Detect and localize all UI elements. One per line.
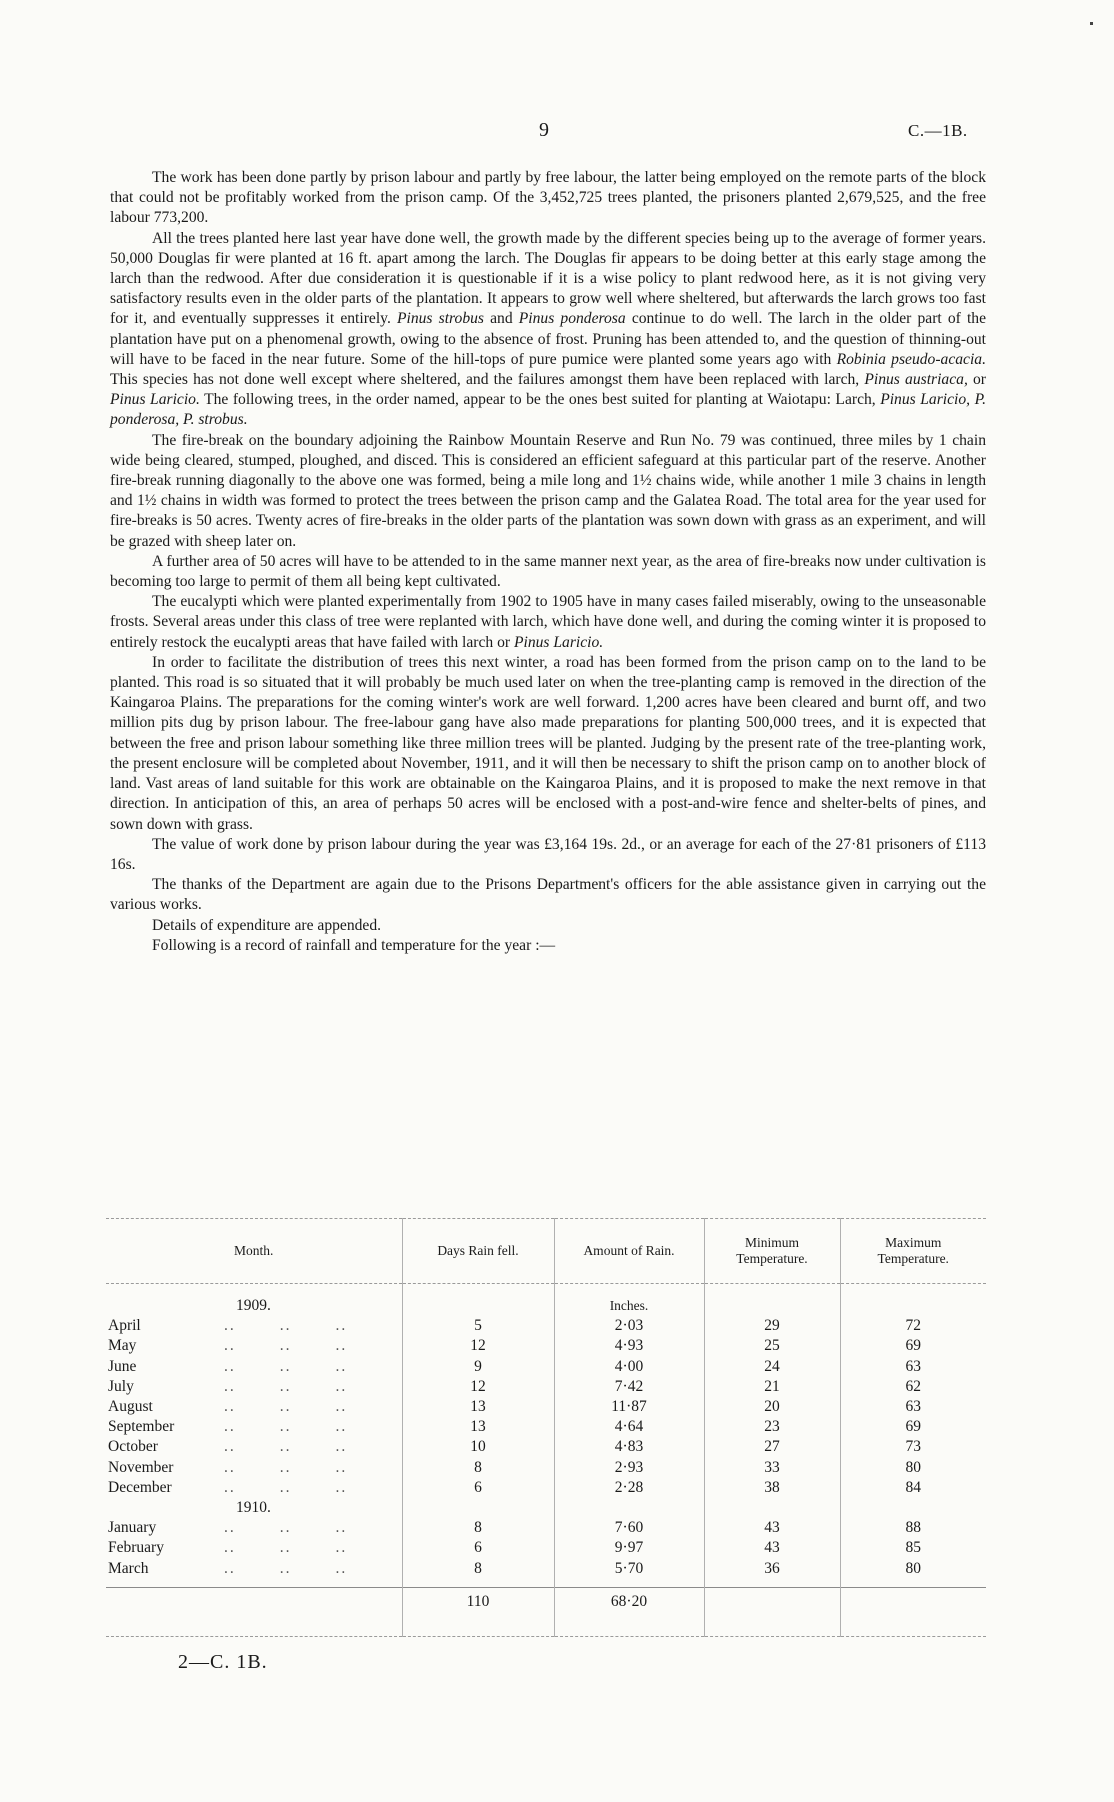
paragraph-growth: All the trees planted here last year have done well, the growth made by the different species being up to the average of former years. 50,000 Douglas fir were planted at 16 ft. apart among the larch. The Douglas fir appears to be doing better at this early stage among the larch than the redwood. After due consideration it is questionable if it is a wise policy to plant redwood here, as it is not giving very satisfactory results even in the older parts of the plantation. It appears to grow well where sheltered, but afterwards the larch grows too fast for it, and eventually suppresses it entirely. Pinus strobus and Pinus ponderosa continue to do well. The larch in the older part of the plantation have put on a phenomenal growth, owing to the absence of frost. Pruning has been attended to, and the question of thinning-out will have to be faced in the near future. Some of the hill-tops of pure pumice were planted some years ago with Robinia pseudo-acacia. This species has not done well except where sheltered, and the failures amongst them have been replaced with larch, Pinus austriaca, or Pinus Laricio. The following trees, in the order named, appear to be the ones best suited for planting at Waiotapu: Larch, Pinus Laricio, P. ponderosa, P. strobus. bbox=[110, 229, 987, 429]
table-row: June .. .. .. 9 4·00 24 63 bbox=[106, 1357, 986, 1377]
year-label: 1910. bbox=[236, 1499, 271, 1517]
paragraph-fire-break: The fire-break on the boundary adjoining the Rainbow Mountain Reserve and Run No. 79 was continued, three miles by 1 chain wide being cleared, stumped, ploughed, and disced. This is considered an efficient safeguard at this particular part of the reserve. Another fire-break running diagonally to the above one was formed, being a mile long and 1½ chains wide, while another 1 mile 3 chains in length and 1½ chains in width was formed to protect the trees between the prison camp and the Galatea Road. The total area for the year used for fire-breaks is 50 acres. Twenty acres of fire-breaks in the older parts of the plantation was sown down with grass as an experiment, and will be grazed with sheep later on. bbox=[110, 431, 986, 550]
report-body bbox=[110, 168, 986, 956]
table-row: May .. .. .. 12 4·93 25 69 bbox=[106, 1336, 986, 1356]
units-label: Inches. bbox=[554, 1296, 704, 1316]
table-row: October .. .. .. 10 4·83 27 73 bbox=[106, 1437, 986, 1457]
year-row-1909 bbox=[106, 1296, 986, 1316]
paragraph-eucalypti: The eucalypti which were planted experimentally from 1902 to 1905 have in many cases failed miserably, owing to the unseasonable frosts. Several areas under this class of tree were replanted with larch, which have done well, and during the coming winter it is proposed to entirely restock the eucalypti areas that have failed with larch or Pinus Laricio. bbox=[110, 593, 986, 651]
header-amount: Amount of Rain. bbox=[554, 1219, 704, 1284]
header-days: Days Rain fell. bbox=[402, 1219, 554, 1284]
paragraph-further-area: A further area of 50 acres will have to be attended to in the same manner next year, as the area of fire-breaks now under cultivation is becoming too large to permit of them all being kept cultivated. bbox=[110, 552, 986, 591]
table-header-row bbox=[106, 1219, 986, 1284]
table-row: January .. .. .. 8 7·60 43 88 bbox=[106, 1518, 986, 1538]
page-number: 9 bbox=[539, 119, 549, 141]
paragraph-rainfall-intro: Following is a record of rainfall and temperature for the year :— bbox=[152, 936, 556, 954]
table-row: July .. .. .. 12 7·42 21 62 bbox=[106, 1377, 986, 1397]
page-reference: C.—1B. bbox=[908, 121, 968, 140]
paragraph-thanks: The thanks of the Department are again due to the Prisons Department's officers for the able assistance given in carrying out the various works. bbox=[110, 876, 986, 914]
year-row-1910 bbox=[106, 1498, 986, 1518]
paragraph-expenditure: Details of expenditure are appended. bbox=[152, 916, 382, 934]
table-row: April .. .. .. 5 2·03 29 72 bbox=[106, 1316, 986, 1336]
table-row: November .. .. .. 8 2·93 33 80 bbox=[106, 1458, 986, 1478]
paragraph-road: In order to facilitate the distribution of trees this next winter, a road has been formed from the prison camp on to the land to be planted. This road is so situated that it will probably be much used later on when the tree-planting camp is removed in the direction of the Kaingaroa Plains. The preparations for the coming winter's work are well forward. 1,200 acres have been cleared and burnt off, and two million pits dug by prison labour. The free-labour gang have also made preparations for planting 500,000 trees, and it is expected that between the free and prison labour something like three million trees will be planted. Judging by the present rate of the tree-planting work, the present enclosure will be completed about November, 1911, and it will then be necessary to shift the prison camp on to another block of land. Vast areas of land suitable for this work are obtainable on the Kaingaroa Plains, and it is proposed to make the next remove in that direction. In anticipation of this, an area of perhaps 50 acres will be enclosed with a post-and-wire fence and shelter-belts of pines, and sown down with grass. bbox=[110, 653, 986, 833]
paragraph-labour: The work has been done partly by prison labour and partly by free labour, the latter being employed on the remote parts of the block that could not be profitably worked from the prison camp. Of the 3,452,725 trees planted, the prisoners planted 2,679,525, and the free labour 773,200. bbox=[110, 169, 986, 227]
footer-reference: 2—C. 1B. bbox=[178, 1651, 268, 1673]
totals-row bbox=[106, 1587, 986, 1622]
table-row: December .. .. .. 6 2·28 38 84 bbox=[106, 1478, 986, 1498]
table-row: February .. .. .. 6 9·97 43 85 bbox=[106, 1538, 986, 1558]
paragraph-value: The value of work done by prison labour during the year was £3,164 19s. 2d., or an average for each of the 27·81 prisoners of £113 16s. bbox=[110, 835, 986, 873]
rainfall-table bbox=[106, 1218, 986, 1637]
total-days: 110 bbox=[402, 1587, 554, 1622]
table-row: August .. .. .. 13 11·87 20 63 bbox=[106, 1397, 986, 1417]
total-rain: 68·20 bbox=[554, 1587, 704, 1622]
table-row: March .. .. .. 8 5·70 36 80 bbox=[106, 1559, 986, 1579]
header-min-temp: Minimum Temperature. bbox=[704, 1219, 840, 1284]
header-month: Month. bbox=[106, 1219, 402, 1284]
table-row: September .. .. .. 13 4·64 23 69 bbox=[106, 1417, 986, 1437]
year-label: 1909. bbox=[236, 1297, 271, 1314]
header-max-temp: Maximum Temperature. bbox=[840, 1219, 986, 1284]
edge-mark bbox=[1090, 22, 1093, 25]
